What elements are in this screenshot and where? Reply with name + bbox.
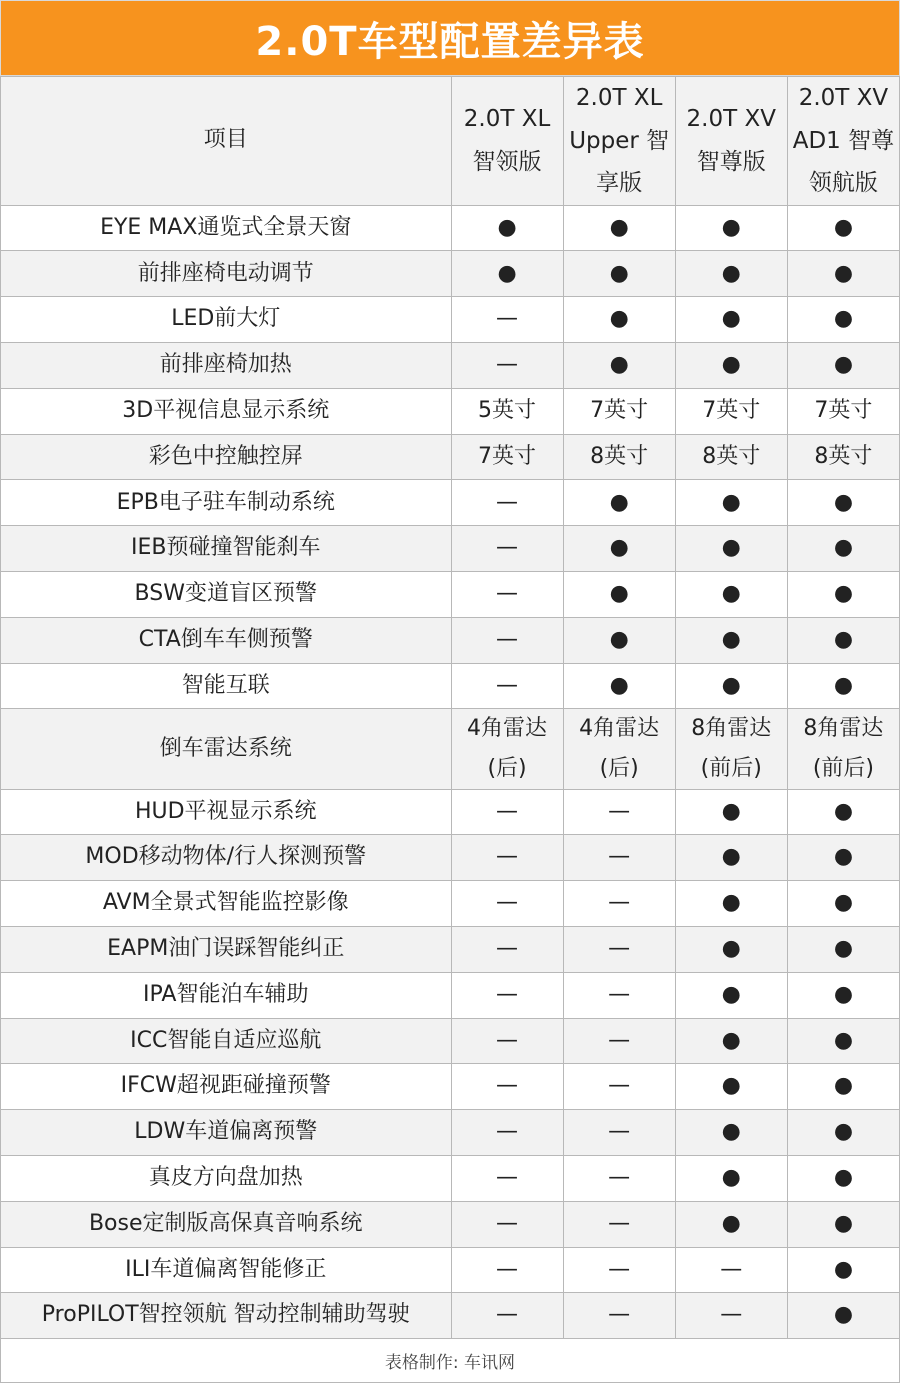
feature-value: ● bbox=[787, 1201, 899, 1247]
feature-value: ● bbox=[787, 251, 899, 297]
feature-value: ● bbox=[675, 663, 787, 709]
table-row bbox=[1, 343, 900, 389]
feature-value: 8英寸 bbox=[787, 434, 899, 480]
feature-name: EYE MAX通览式全景天窗 bbox=[1, 205, 452, 251]
feature-value: — bbox=[451, 1018, 563, 1064]
feature-value: ● bbox=[675, 881, 787, 927]
feature-value: ● bbox=[675, 480, 787, 526]
feature-value: ● bbox=[675, 1201, 787, 1247]
feature-value: ● bbox=[675, 572, 787, 618]
feature-value: 4角雷达 (后) bbox=[451, 709, 563, 789]
feature-value: ● bbox=[787, 617, 899, 663]
feature-value: ● bbox=[563, 663, 675, 709]
feature-name: 3D平视信息显示系统 bbox=[1, 388, 452, 434]
feature-value: — bbox=[563, 835, 675, 881]
feature-value: ● bbox=[675, 297, 787, 343]
feature-value: ● bbox=[675, 972, 787, 1018]
table-row bbox=[1, 1110, 900, 1156]
trim-header: 2.0T XV AD1 智尊 领航版 bbox=[787, 77, 899, 206]
feature-value: ● bbox=[787, 1247, 899, 1293]
table-row bbox=[1, 835, 900, 881]
feature-name: EPB电子驻车制动系统 bbox=[1, 480, 452, 526]
feature-value: ● bbox=[563, 205, 675, 251]
table-title: 2.0T车型配置差异表 bbox=[0, 0, 900, 76]
feature-value: — bbox=[451, 480, 563, 526]
feature-value: — bbox=[563, 1247, 675, 1293]
table-row bbox=[1, 1064, 900, 1110]
feature-name: IPA智能泊车辅助 bbox=[1, 972, 452, 1018]
feature-value: — bbox=[563, 926, 675, 972]
feature-name: 彩色中控触控屏 bbox=[1, 434, 452, 480]
feature-value: ● bbox=[675, 251, 787, 297]
feature-value: 7英寸 bbox=[563, 388, 675, 434]
feature-value: ● bbox=[787, 1018, 899, 1064]
feature-value: — bbox=[675, 1293, 787, 1339]
feature-value: ● bbox=[451, 251, 563, 297]
feature-value: — bbox=[563, 1201, 675, 1247]
table-row bbox=[1, 205, 900, 251]
feature-value: — bbox=[451, 926, 563, 972]
feature-name: CTA倒车车侧预警 bbox=[1, 617, 452, 663]
table-row bbox=[1, 789, 900, 835]
feature-value: — bbox=[451, 1247, 563, 1293]
feature-value: ● bbox=[563, 480, 675, 526]
table-row bbox=[1, 972, 900, 1018]
table-row bbox=[1, 297, 900, 343]
table-row bbox=[1, 434, 900, 480]
item-header: 项目 bbox=[1, 77, 452, 206]
feature-name: ILI车道偏离智能修正 bbox=[1, 1247, 452, 1293]
table-row bbox=[1, 1247, 900, 1293]
feature-value: ● bbox=[787, 789, 899, 835]
feature-value: ● bbox=[787, 926, 899, 972]
feature-name: 前排座椅电动调节 bbox=[1, 251, 452, 297]
feature-value: — bbox=[563, 1110, 675, 1156]
feature-value: ● bbox=[787, 1293, 899, 1339]
feature-value: ● bbox=[675, 1064, 787, 1110]
feature-value: — bbox=[563, 1155, 675, 1201]
feature-value: ● bbox=[563, 617, 675, 663]
feature-value: ● bbox=[675, 1110, 787, 1156]
feature-value: 8角雷达 (前后) bbox=[787, 709, 899, 789]
table-body bbox=[1, 205, 900, 1339]
feature-value: — bbox=[451, 297, 563, 343]
feature-value: 7英寸 bbox=[451, 434, 563, 480]
feature-value: — bbox=[675, 1247, 787, 1293]
feature-value: — bbox=[451, 526, 563, 572]
feature-value: — bbox=[563, 1018, 675, 1064]
feature-value: — bbox=[451, 1201, 563, 1247]
feature-name: LDW车道偏离预警 bbox=[1, 1110, 452, 1156]
feature-name: IEB预碰撞智能刹车 bbox=[1, 526, 452, 572]
feature-value: — bbox=[563, 1293, 675, 1339]
feature-name: BSW变道盲区预警 bbox=[1, 572, 452, 618]
feature-value: 5英寸 bbox=[451, 388, 563, 434]
feature-value: ● bbox=[787, 480, 899, 526]
feature-value: 8英寸 bbox=[675, 434, 787, 480]
feature-value: — bbox=[451, 881, 563, 927]
feature-value: ● bbox=[787, 1064, 899, 1110]
feature-name: 倒车雷达系统 bbox=[1, 709, 452, 789]
feature-value: ● bbox=[675, 835, 787, 881]
feature-value: 7英寸 bbox=[787, 388, 899, 434]
feature-value: — bbox=[563, 972, 675, 1018]
feature-value: ● bbox=[787, 972, 899, 1018]
feature-name: IFCW超视距碰撞预警 bbox=[1, 1064, 452, 1110]
table-row bbox=[1, 526, 900, 572]
feature-value: ● bbox=[563, 297, 675, 343]
table-row bbox=[1, 572, 900, 618]
feature-value: ● bbox=[675, 526, 787, 572]
feature-value: — bbox=[451, 835, 563, 881]
feature-value: — bbox=[451, 1064, 563, 1110]
feature-value: ● bbox=[451, 205, 563, 251]
table-row bbox=[1, 1293, 900, 1339]
feature-value: ● bbox=[563, 343, 675, 389]
feature-value: 8英寸 bbox=[563, 434, 675, 480]
feature-value: 7英寸 bbox=[675, 388, 787, 434]
trim-header: 2.0T XV 智尊版 bbox=[675, 77, 787, 206]
feature-value: ● bbox=[787, 835, 899, 881]
feature-value: — bbox=[451, 972, 563, 1018]
feature-value: ● bbox=[675, 926, 787, 972]
feature-value: — bbox=[451, 663, 563, 709]
feature-value: ● bbox=[787, 881, 899, 927]
table-row bbox=[1, 251, 900, 297]
table-row bbox=[1, 617, 900, 663]
feature-value: — bbox=[563, 881, 675, 927]
table-row bbox=[1, 926, 900, 972]
table-row bbox=[1, 1201, 900, 1247]
feature-value: — bbox=[451, 1155, 563, 1201]
table-row bbox=[1, 709, 900, 789]
feature-value: ● bbox=[787, 1155, 899, 1201]
feature-name: ProPILOT智控领航 智动控制辅助驾驶 bbox=[1, 1293, 452, 1339]
feature-value: — bbox=[451, 789, 563, 835]
feature-name: ICC智能自适应巡航 bbox=[1, 1018, 452, 1064]
feature-value: ● bbox=[787, 572, 899, 618]
trim-header: 2.0T XL 智领版 bbox=[451, 77, 563, 206]
feature-value: ● bbox=[787, 343, 899, 389]
feature-value: ● bbox=[675, 789, 787, 835]
feature-value: ● bbox=[787, 663, 899, 709]
config-table bbox=[0, 76, 900, 1339]
feature-name: LED前大灯 bbox=[1, 297, 452, 343]
feature-name: 前排座椅加热 bbox=[1, 343, 452, 389]
header-row bbox=[1, 77, 900, 206]
trim-header: 2.0T XL Upper 智 享版 bbox=[563, 77, 675, 206]
footer-credit: 表格制作: 车讯网 bbox=[0, 1339, 900, 1383]
feature-name: 真皮方向盘加热 bbox=[1, 1155, 452, 1201]
feature-value: ● bbox=[787, 205, 899, 251]
table-row bbox=[1, 388, 900, 434]
table-row bbox=[1, 663, 900, 709]
feature-name: 智能互联 bbox=[1, 663, 452, 709]
feature-name: AVM全景式智能监控影像 bbox=[1, 881, 452, 927]
feature-value: ● bbox=[563, 572, 675, 618]
feature-value: — bbox=[563, 1064, 675, 1110]
feature-value: ● bbox=[563, 251, 675, 297]
feature-name: Bose定制版高保真音响系统 bbox=[1, 1201, 452, 1247]
table-row bbox=[1, 480, 900, 526]
feature-value: — bbox=[451, 1110, 563, 1156]
table-row bbox=[1, 881, 900, 927]
feature-value: — bbox=[451, 617, 563, 663]
table-row bbox=[1, 1155, 900, 1201]
table-row bbox=[1, 1018, 900, 1064]
feature-value: ● bbox=[675, 1155, 787, 1201]
feature-value: — bbox=[451, 343, 563, 389]
feature-value: ● bbox=[787, 1110, 899, 1156]
feature-value: ● bbox=[563, 526, 675, 572]
feature-value: — bbox=[451, 572, 563, 618]
feature-value: ● bbox=[675, 343, 787, 389]
feature-value: ● bbox=[675, 617, 787, 663]
feature-value: ● bbox=[675, 205, 787, 251]
feature-value: 8角雷达 (前后) bbox=[675, 709, 787, 789]
feature-name: MOD移动物体/行人探测预警 bbox=[1, 835, 452, 881]
feature-value: 4角雷达 (后) bbox=[563, 709, 675, 789]
feature-value: ● bbox=[787, 526, 899, 572]
feature-name: HUD平视显示系统 bbox=[1, 789, 452, 835]
feature-value: ● bbox=[787, 297, 899, 343]
feature-value: — bbox=[563, 789, 675, 835]
feature-value: — bbox=[451, 1293, 563, 1339]
feature-name: EAPM油门误踩智能纠正 bbox=[1, 926, 452, 972]
feature-value: ● bbox=[675, 1018, 787, 1064]
